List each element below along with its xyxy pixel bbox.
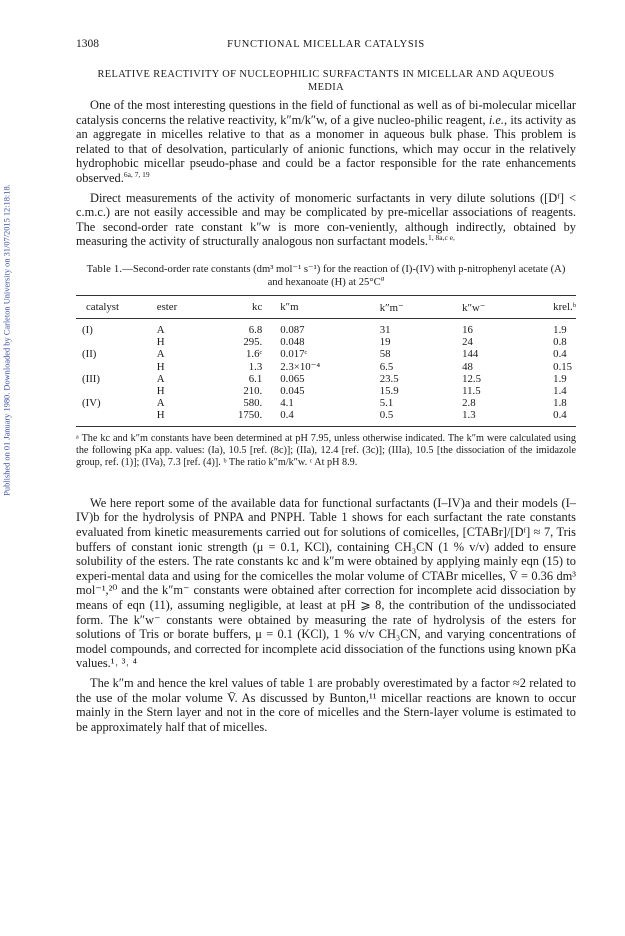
paragraph-2-refs: 1, 8a,c e, [428, 233, 455, 243]
cell-km: 0.065 [280, 372, 305, 385]
rate-constants-table [76, 295, 576, 427]
download-watermark-text: Published on 01 January 1980. Downloaded by Carleton University on 31/07/2015 12:18:18. [2, 184, 12, 496]
col-header-km-minus: k″m⁻ [356, 295, 444, 318]
paragraph-1-text-b: , its activity as an aggregate in micelles relative to that as a monomer in aqueous bulk phase. This problem is related to that of desolvation, particularly of anionic functions, which may occur in the relatively hydrophobic micellar pseudo-phase and could be a factor responsible for the rate enhancements observed. [76, 112, 576, 185]
running-header [76, 38, 576, 54]
cell-km-minus: 23.5 [379, 372, 399, 385]
cell-ester: A [156, 323, 165, 336]
cell-kc: 295. [243, 336, 263, 349]
table-row [76, 373, 576, 385]
cell-km: 0.4 [280, 409, 294, 422]
cell-ester: H [156, 384, 165, 397]
cell-ester: A [156, 348, 165, 361]
cell-kw-minus: 144 [462, 348, 479, 361]
col-header-kw-minus: k″w⁻ [444, 295, 523, 318]
cell-kw-minus: 11.5 [462, 384, 481, 397]
cell-km: 2.3×10⁻⁴ [280, 360, 321, 373]
cell-ester: H [156, 360, 165, 373]
cell-km: 0.017ᶜ [280, 348, 308, 361]
cell-kw-minus: 1.3 [462, 409, 476, 422]
cell-ester: H [156, 336, 165, 349]
cell-krel: 0.8 [553, 336, 567, 349]
paragraph-1-refs: 6a, 7, 19 [123, 169, 150, 179]
cell-krel: 0.4 [553, 348, 567, 361]
table-row [76, 397, 576, 409]
cell-kc: 1.3 [248, 360, 263, 373]
table-row [76, 348, 576, 360]
paragraph-3: We here report some of the available data for functional surfactants (I–IV)a and their models (I–IV)b for the hydrolysis of PNPA and PNPH. Table 1 shows for each surfactant the rate constants evaluated from kinetic measurements carried out for solutions of comicelles, [CTABr]/[Dᶠ] ≈ 7, Tris buffers of constant ionic strength (μ = 0.1, KCl), containing CH₃CN (1 % v/v) added to ensure solubility of the esters. The rate constants kc and k″m were obtained by applying mainly eqn (15) to experi-mental data and using for the comicelles the molar volume of CTABr micelles, V̄ = 0.36 dm³ mol⁻¹,²⁰ and the k″m⁻ constants were obtained after correction for incomplete acid dissociation by means of eqn (11), assuming negligible, at least at pH ⩾ 8, the contribution of the undissociated form. The k″w⁻ constants were obtained by measuring the rate of hydrolysis of the esters for solutions of Tris or borate buffers, μ = 0.1 (KCl), 1 % v/v CH₃CN, and varying concentrations of model compounds, and corrected for incomplete acid dissociation of the functions using known pKa values.¹˒ ³˒ ⁴ [76, 495, 576, 671]
cell-km: 0.048 [280, 336, 305, 349]
running-title: FUNCTIONAL MICELLAR CATALYSIS [227, 39, 425, 50]
cell-catalyst [76, 336, 141, 348]
cell-kw-minus: 16 [462, 323, 473, 336]
paragraph-2 [76, 191, 576, 249]
cell-km-minus: 0.5 [379, 409, 394, 422]
cell-catalyst: (IV) [82, 397, 101, 410]
cell-km: 0.045 [280, 384, 305, 397]
cell-kc: 6.8 [248, 323, 263, 336]
table-row [76, 409, 576, 426]
cell-kw-minus: 48 [462, 360, 473, 373]
cell-krel: 0.15 [553, 360, 573, 373]
cell-catalyst [76, 409, 141, 426]
cell-km-minus: 19 [379, 336, 391, 349]
download-watermark [0, 120, 14, 560]
paragraph-1 [76, 98, 576, 186]
cell-kw-minus: 2.8 [462, 397, 476, 410]
cell-ester: H [156, 409, 165, 422]
table-row [76, 336, 576, 348]
cell-kc: 6.1 [248, 372, 263, 385]
table-caption-label: Table 1. [86, 263, 123, 275]
journal-page [76, 38, 576, 734]
cell-kc: 1.6ᶜ [245, 348, 263, 361]
table-caption-note-mark: a [380, 273, 385, 283]
cell-catalyst: (III) [82, 372, 100, 385]
col-header-krel: krel.ᵇ [523, 295, 576, 318]
cell-km: 0.087 [280, 323, 305, 336]
paragraph-2-text: Direct measurements of the activity of monomeric surfactants in very dilute solutions ([Dᶠ] < c.m.c.) are not easily accessible and may be complicated by pre-micellar associations of reagents. The second-order rate constant k″w is more con-veniently, although indirectly, obtained by measuring the activity of structurally analogous non surfactant models. [76, 190, 576, 249]
col-header-catalyst: catalyst [76, 295, 141, 318]
table-caption [76, 263, 576, 289]
cell-catalyst: (II) [82, 348, 97, 361]
col-header-kc: kc [209, 295, 276, 318]
cell-kw-minus: 12.5 [462, 372, 481, 385]
table-caption-text: —Second-order rate constants (dm³ mol⁻¹ s⁻¹) for the reaction of (I)-(IV) with p-nitrophenyl acetate (A) and hexanoate (H) at 25°C [122, 263, 566, 288]
cell-krel: 1.4 [553, 384, 567, 397]
cell-km-minus: 31 [379, 323, 391, 336]
table-row [76, 361, 576, 373]
table-row [76, 385, 576, 397]
page-number: 1308 [76, 38, 99, 50]
cell-kw-minus: 24 [462, 336, 473, 349]
cell-krel: 1.9 [553, 372, 567, 385]
cell-catalyst [76, 385, 141, 397]
cell-krel: 1.9 [553, 323, 567, 336]
cell-kc: 580. [243, 397, 263, 410]
cell-km-minus: 58 [379, 348, 391, 361]
table-footnote: ᵃ The kc and k″m constants have been determined at pH 7.95, unless otherwise indicated. The k″m were calculated using the following pKa app. values: (Ia), 10.5 [ref. (8c)]; (IIa), 12.4 [ref. (3c)]; (IIIa), 10.5 [the dissociation of the imidazole group, ref. (1)]; (IVa), 7.3 [ref. (4)]. ᵇ The ratio k″m/k″w. ᶜ At pH 8.9. [76, 432, 576, 469]
cell-catalyst [76, 361, 141, 373]
cell-krel: 0.4 [553, 409, 567, 422]
col-header-km: k″m [276, 295, 355, 318]
cell-ester: A [156, 372, 165, 385]
cell-ester: A [156, 397, 165, 410]
cell-kc: 210. [243, 384, 263, 397]
cell-kc: 1750. [237, 409, 263, 422]
cell-km-minus: 15.9 [379, 384, 399, 397]
col-header-ester: ester [141, 295, 209, 318]
section-heading: RELATIVE REACTIVITY OF NUCLEOPHILIC SURFACTANTS IN MICELLAR AND AQUEOUS MEDIA [97, 69, 555, 93]
paragraph-1-ie: i.e. [488, 112, 504, 127]
cell-km-minus: 6.5 [379, 360, 394, 373]
section-spacer [76, 470, 576, 492]
paragraph-1-text-a: One of the most interesting questions in the field of functional as well as of bi-molecular micellar catalysis concerns the relative reactivity, k″m/k″w, of a give nucleo-philic reagent, [76, 98, 576, 127]
cell-krel: 1.8 [553, 397, 567, 410]
cell-km-minus: 5.1 [379, 397, 394, 410]
table-header-row [76, 295, 576, 318]
table-row [76, 318, 576, 336]
paragraph-4: The k″m and hence the krel values of table 1 are probably overestimated by a factor ≈2 related to the use of the molar volume V̄. As discussed by Bunton,¹¹ micellar reactions are known to occur mainly in the Stern layer and not in the core of micelles and the Stern-layer volume is estimated to be approximately half that of micelles. [76, 675, 576, 734]
cell-catalyst: (I) [82, 323, 93, 336]
cell-km: 4.1 [280, 397, 294, 410]
